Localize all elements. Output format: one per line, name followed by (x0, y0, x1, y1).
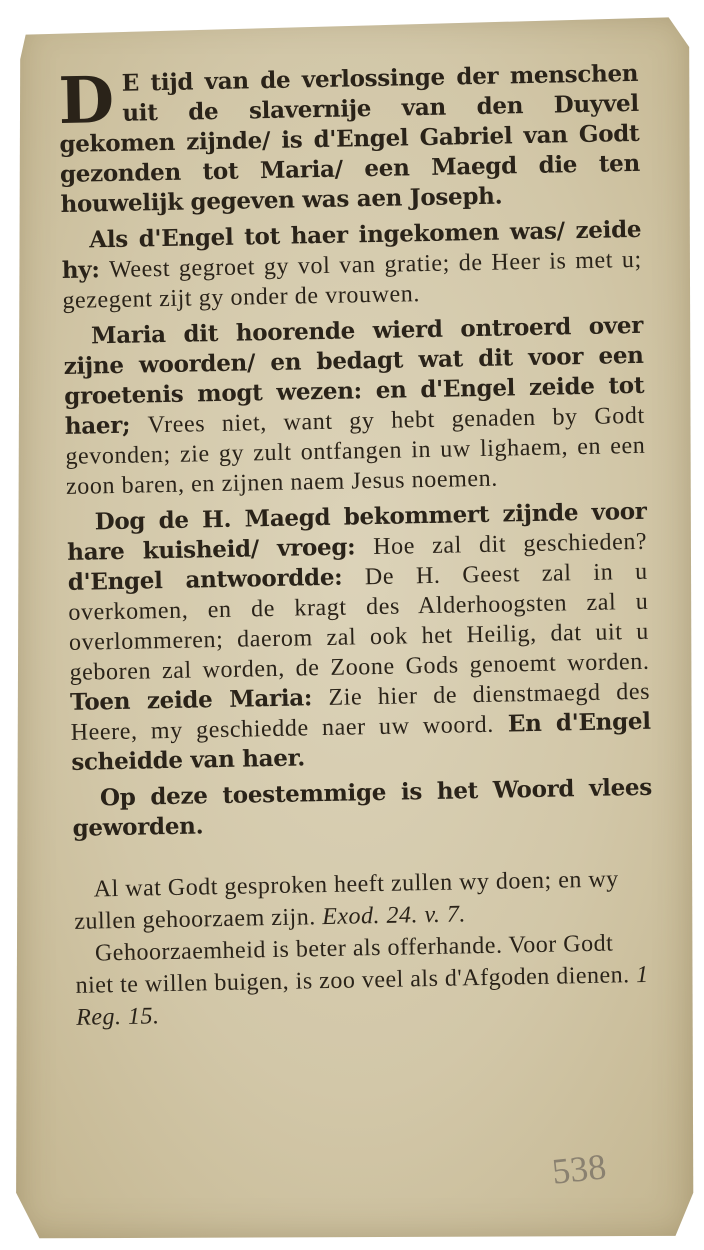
paragraph-1 (58, 59, 641, 220)
paragraph-2-gothic: Als d'Engel tot haer ingekomen was/ zeide hy: (61, 215, 642, 284)
paragraph-4-gothic-d: En d'Engel scheidde van haer. (71, 707, 651, 776)
paragraph-5 (72, 773, 653, 844)
closing-quote-2 (75, 927, 657, 1034)
paragraph-4-gothic-b: d'Engel antwoordde: (67, 563, 343, 596)
paragraph-4-gothic-c: Toen zeide Maria: (69, 684, 313, 716)
paragraph-4-roman-a: Hoe zal dit geschieden? (372, 528, 648, 561)
paragraph-2 (61, 215, 643, 316)
paragraph-5-gothic: Op deze toestemmige is het Woord vlees geworden. (72, 773, 653, 842)
closing-quote-1-text: Al wat Godt gesproken heeft zullen wy doen; en wy zullen gehoorzaem zijn. (74, 866, 619, 935)
paragraph-4-gothic-a: Dog de H. Maegd bekommert zijnde voor hare kuisheid/ vroeg: (67, 497, 647, 566)
paragraph-4-roman-c: Zie hier de dienstmaegd des Heere, my geschiedde naer uw woord. (70, 678, 651, 746)
paragraph-4 (66, 497, 651, 778)
drop-cap: D (57, 62, 115, 139)
paragraph-2-roman: Weest gegroet gy vol van gratie; de Heer is met u; gezegent zijt gy onder de vrouwen. (62, 246, 643, 314)
closing-quote-2-text: Gehoorzaemheid is beter als offerhande. Voor Godt niet te willen buigen, is zoo veel als d'Afgoden dienen. (75, 930, 630, 999)
document-body (58, 59, 656, 1034)
paragraph-1-text: E tijd van de verlossinge der menschen uit de slavernije van den Duyvel gekomen zijnde/ is d'Engel Gabriel van Godt gezonden tot Maria/ een Maegd die ten houwelijk gegeven was aen Joseph. (59, 59, 641, 218)
paragraph-3-roman: Vrees niet, want gy hebt genaden by Godt gevonden; zie gy zult ontfangen in uw lighaem, en een zoon baren, en zijnen naem Jesus noemen. (65, 402, 646, 500)
paragraph-4-roman-b: De H. Geest zal in u overkomen, en de kragt des Alderhoogsten zal u overlommeren; daerom zal ook het Heilig, dat uit u geboren zal worden, de Zoone Gods genoemt worden. (68, 558, 650, 686)
closing-quote-1-ref: Exod. 24. v. 7. (321, 901, 467, 931)
handwritten-number: 538 (550, 1146, 608, 1192)
paragraph-3-gothic: Maria dit hoorende wierd ontroerd over zijne woorden/ en bedagt wat dit voor een groetenis mogt wezen: en d'Engel zeide tot haer; (63, 311, 645, 440)
paragraph-3 (63, 311, 646, 502)
closing-quote-2-ref: 1 Reg. 15. (75, 961, 649, 1031)
closing-quotes (73, 863, 656, 1034)
closing-quote-1 (73, 863, 654, 938)
